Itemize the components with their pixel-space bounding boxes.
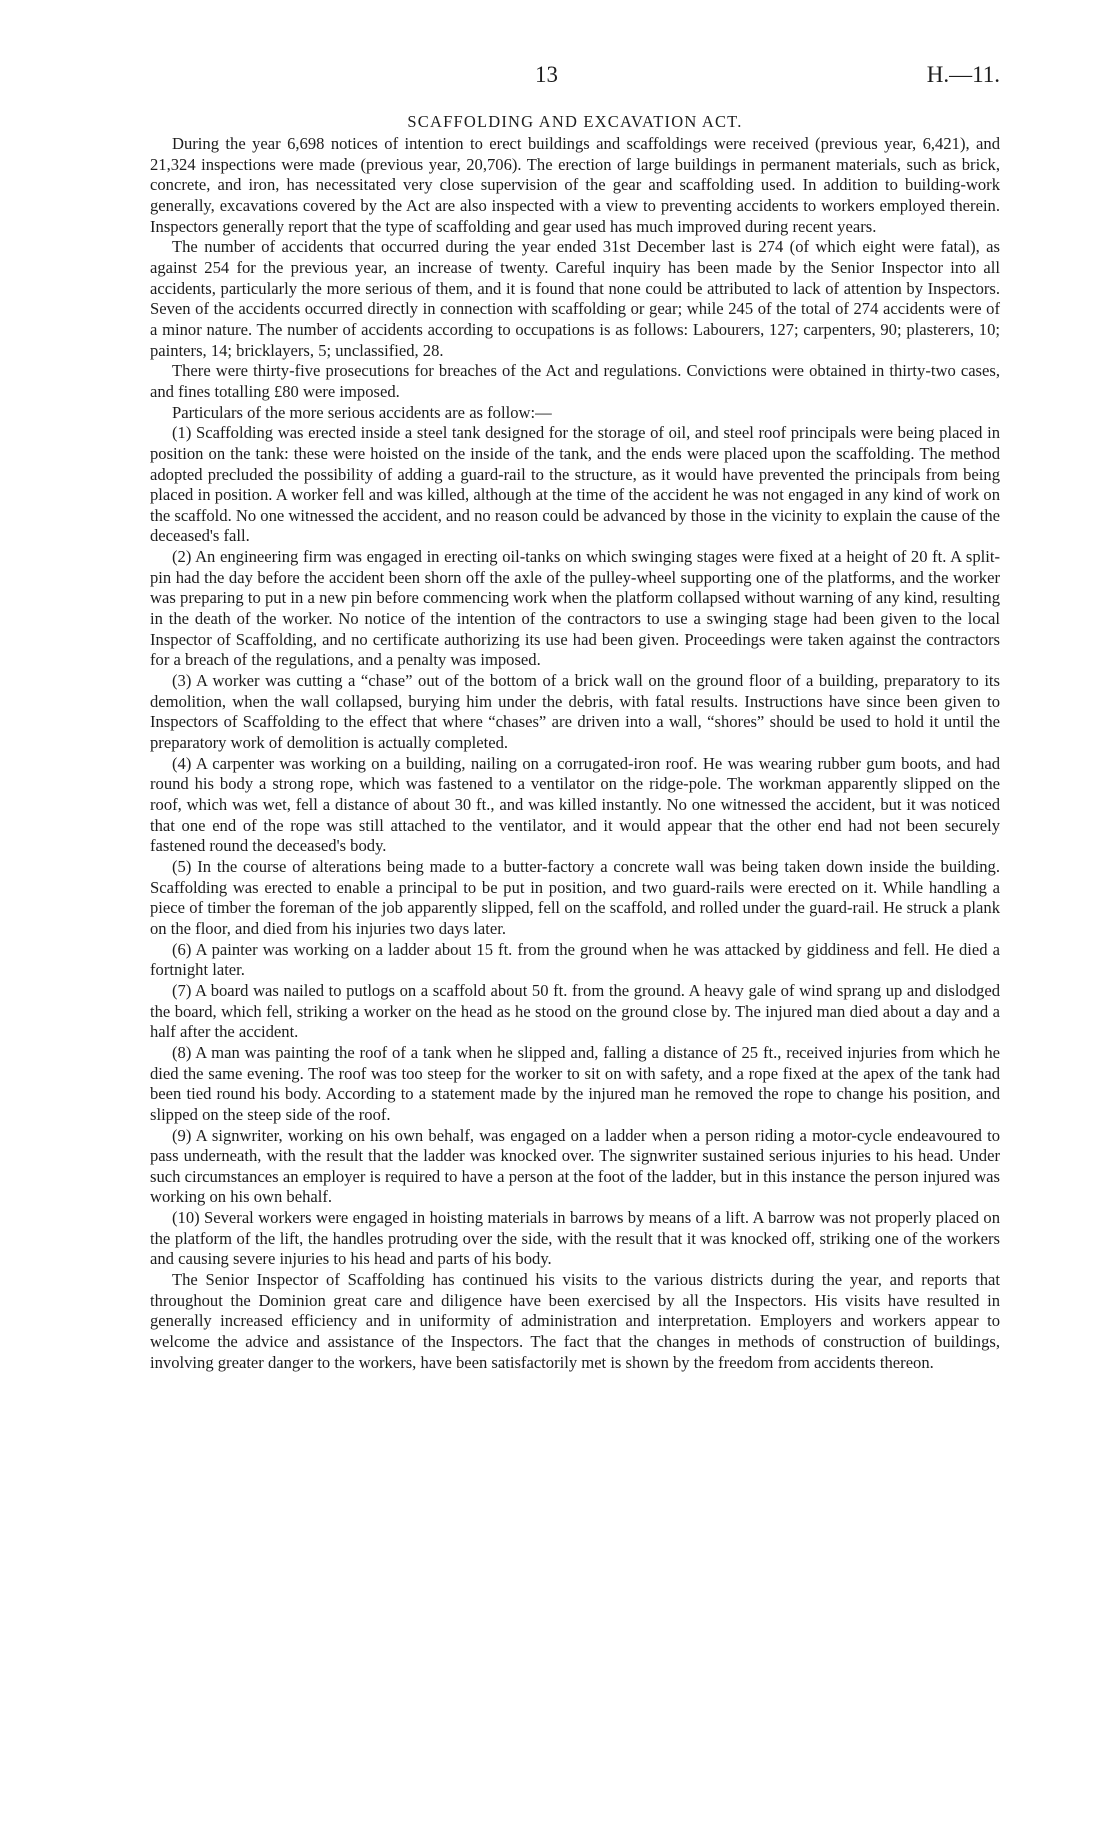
section-body xyxy=(150,134,1000,1373)
paragraph-senior-inspector: The Senior Inspector of Scaffolding has continued his visits to the various districts during the year, and reports that throughout the Dominion great care and diligence have been exercised by all the Inspectors. His visits have resulted in generally increased efficiency and in uniformity of administration and interpretation. Employers and workers appear to welcome the advice and assistance of the Inspectors. The fact that the changes in methods of construction of buildings, involving greater danger to the workers, have been satisfactorily met is shown by the freedom from accidents thereon. xyxy=(150,1270,1000,1372)
paragraph-accident-6: (6) A painter was working on a ladder about 15 ft. from the ground when he was attacked by giddiness and fell. He died a fortnight later. xyxy=(150,939,1000,980)
paragraph-accident-1: (1) Scaffolding was erected inside a steel tank designed for the storage of oil, and steel roof principals were being placed in position on the tank: these were hoisted on the inside of the tank, and the ends were placed upon the scaffolding. The method adopted precluded the possibility of adding a guard-rail to the structure, as it would have prevented the principals from being placed in position. A worker fell and was killed, although at the time of the accident he was not engaged in any kind of work on the scaffold. No one witnessed the accident, and no reason could be advanced by those in the vicinity to explain the cause of the deceased's fall. xyxy=(150,423,1000,546)
paragraph-notices: During the year 6,698 notices of intention to erect buildings and scaffoldings were received (previous year, 6,421), and 21,324 inspections were made (previous year, 20,706). The erection of large buildings in permanent materials, such as brick, concrete, and iron, has necessitated very close supervision of the gear and scaffolding used. In addition to building-work generally, excavations covered by the Act are also inspected with a view to preventing accidents to workers employed therein. Inspectors generally report that the type of scaffolding and gear used has much improved during recent years. xyxy=(150,134,1000,236)
paragraph-prosecutions: There were thirty-five prosecutions for breaches of the Act and regulations. Convictions were obtained in thirty-two cases, and fines totalling £80 were imposed. xyxy=(150,361,1000,401)
paragraph-accident-9: (9) A signwriter, working on his own behalf, was engaged on a ladder when a person riding a motor-cycle endeavoured to pass underneath, with the result that the ladder was knocked over. The signwriter sustained serious injuries to his head. Under such circumstances an employer is required to have a person at the foot of the ladder, but in this instance the person injured was working on his own behalf. xyxy=(150,1125,1000,1207)
paragraph-accident-2: (2) An engineering firm was engaged in erecting oil-tanks on which swinging stages were fixed at a height of 20 ft. A split-pin had the day before the accident been shorn off the axle of the pulley-wheel supporting one of the platforms, and the worker was preparing to put in a new pin before commencing work when the platform collapsed without warning of any kind, resulting in the death of the worker. No notice of the intention of the contractors to use a swinging stage had been given to the local Inspector of Scaffolding, and no certificate authorizing its use had been given. Proceedings were taken against the contractors for a breach of the regulations, and a penalty was imposed. xyxy=(150,547,1000,670)
paragraph-particulars-intro: Particulars of the more serious accidents are as follow:— xyxy=(172,402,552,422)
page-header xyxy=(150,62,1000,92)
paragraph-accident-count: The number of accidents that occurred during the year ended 31st December last is 274 (of which eight were fatal), as against 254 for the previous year, an increase of twenty. Careful inquiry has been made by the Senior Inspector into all accidents, particularly the more serious of them, and it is found that none could be attributed to lack of attention by Inspectors. Seven of the accidents occurred directly in connection with scaffolding or gear; while 245 of the total of 274 accidents were of a minor nature. The number of accidents according to occupations is as follows: Labourers, 127; carpenters, 90; plasterers, 10; painters, 14; bricklayers, 5; unclassified, 28. xyxy=(150,237,1000,360)
paragraph-accident-5: (5) In the course of alterations being made to a butter-factory a concrete wall was being taken down inside the building. Scaffolding was erected to enable a principal to be put in position, and two guard-rails were erected on it. While handling a piece of timber the foreman of the job apparently slipped, fell on the scaffold, and rolled under the guard-rail. He struck a plank on the floor, and died from his injuries two days later. xyxy=(150,856,1000,938)
document-reference: H.—11. xyxy=(926,62,1000,87)
paragraph-accident-3: (3) A worker was cutting a “chase” out of the bottom of a brick wall on the ground floor of a building, preparatory to its demolition, when the wall collapsed, burying him under the debris, with fatal results. Instructions have since been given to Inspectors of Scaffolding to the effect that where “chases” are driven into a wall, “shores” should be used to hold it until the preparatory work of demolition is actually completed. xyxy=(150,671,1000,753)
document-page xyxy=(150,62,1000,1373)
paragraph-accident-4: (4) A carpenter was working on a building, nailing on a corrugated-iron roof. He was wearing rubber gum boots, and had round his body a strong rope, which was fastened to a ventilator on the ridge-pole. The workman apparently slipped on the roof, which was wet, fell a distance of about 30 ft., and was killed instantly. No one witnessed the accident, but it was noticed that one end of the rope was still attached to the ventilator, and it would appear that the other end had not been securely fastened round the deceased's body. xyxy=(150,753,1000,856)
page-number: 13 xyxy=(535,62,558,87)
paragraph-accident-7: (7) A board was nailed to putlogs on a scaffold about 50 ft. from the ground. A heavy gale of wind sprang up and dislodged the board, which fell, striking a worker on the head as he stood on the ground close by. The injured man died about a day and a half after the accident. xyxy=(150,980,1000,1042)
section-title: SCAFFOLDING AND EXCAVATION ACT. xyxy=(407,112,743,131)
paragraph-accident-10: (10) Several workers were engaged in hoisting materials in barrows by means of a lift. A barrow was not properly placed on the platform of the lift, the handles protruding over the side, with the result that it was knocked off, striking one of the workers and causing severe injuries to his head and parts of his body. xyxy=(150,1208,1000,1269)
paragraph-accident-8: (8) A man was painting the roof of a tank when he slipped and, falling a distance of 25 ft., received injuries from which he died the same evening. The roof was too steep for the worker to sit on with safety, and a rope fixed at the apex of the tank had been tied round his body. According to a statement made by the injured man he removed the rope to change his position, and slipped on the steep side of the roof. xyxy=(150,1042,1000,1124)
